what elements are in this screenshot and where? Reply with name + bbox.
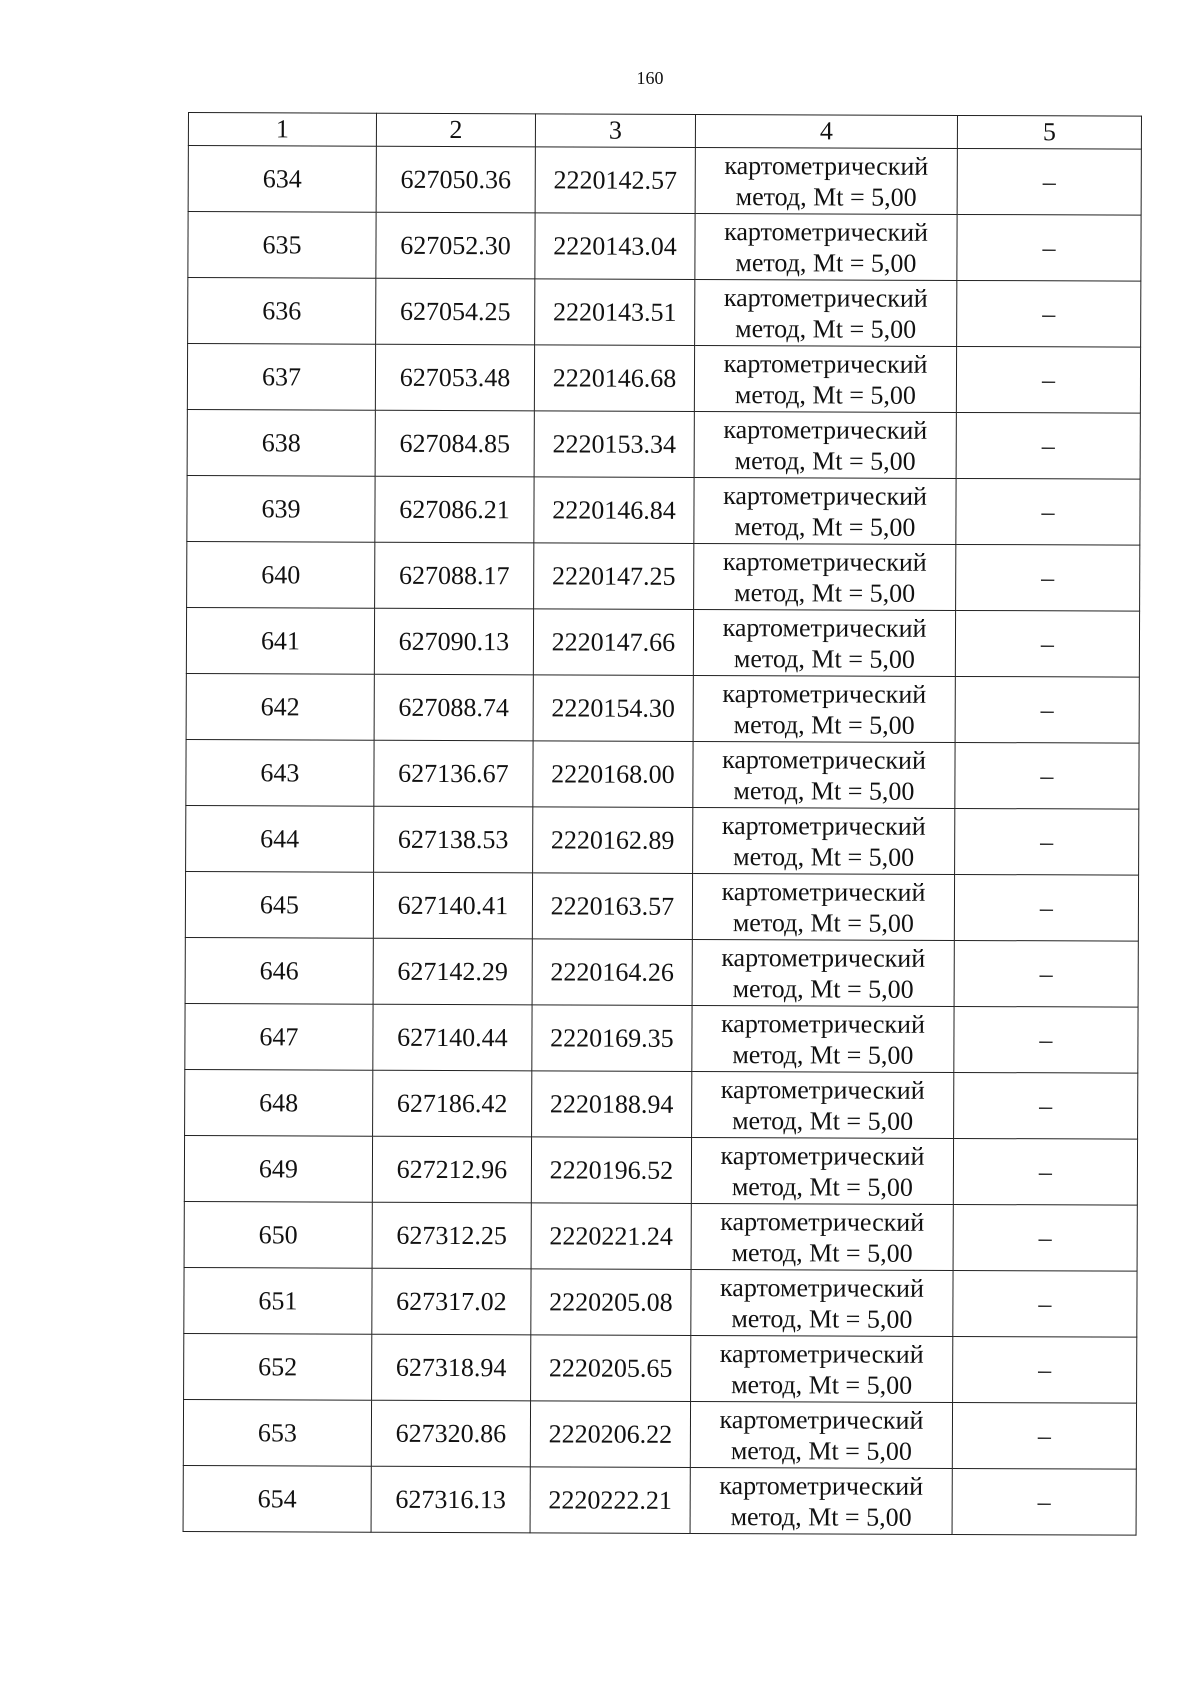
point-number-cell: 650: [184, 1201, 372, 1268]
y-coordinate-cell: 2220168.00: [533, 741, 693, 808]
method-cell: картометрический метод, Mt = 5,00: [694, 411, 956, 478]
note-cell: –: [957, 214, 1141, 281]
table-row: [187, 344, 1140, 414]
column-header-2: 2: [376, 113, 535, 147]
note-cell: –: [952, 1402, 1136, 1469]
x-coordinate-cell: 627212.96: [372, 1136, 531, 1203]
method-cell: картометрический метод, Mt = 5,00: [694, 345, 956, 412]
table-row: [183, 1465, 1136, 1535]
y-coordinate-cell: 2220196.52: [531, 1137, 691, 1204]
note-cell: –: [953, 1204, 1137, 1271]
note-cell: –: [954, 874, 1138, 941]
point-number-cell: 635: [188, 212, 376, 279]
method-cell: картометрический метод, Mt = 5,00: [691, 1269, 953, 1336]
note-cell: –: [954, 940, 1138, 1007]
point-number-cell: 646: [185, 937, 373, 1004]
table-row: [186, 805, 1139, 875]
x-coordinate-cell: 627316.13: [371, 1466, 530, 1533]
note-cell: –: [954, 1072, 1138, 1139]
note-cell: –: [954, 1006, 1138, 1073]
x-coordinate-cell: 627318.94: [372, 1334, 531, 1401]
method-cell: картометрический метод, Mt = 5,00: [691, 1137, 953, 1204]
point-number-cell: 636: [188, 278, 376, 345]
table-row: [188, 278, 1141, 348]
method-cell: картометрический метод, Mt = 5,00: [690, 1467, 952, 1534]
x-coordinate-cell: 627140.44: [373, 1004, 532, 1071]
table-row: [186, 607, 1139, 677]
x-coordinate-cell: 627312.25: [372, 1202, 531, 1269]
point-number-cell: 652: [184, 1333, 372, 1400]
y-coordinate-cell: 2220146.68: [534, 345, 694, 412]
method-cell: картометрический метод, Mt = 5,00: [694, 477, 956, 544]
table-row: [184, 1267, 1137, 1337]
table-row: [187, 541, 1140, 611]
note-cell: –: [955, 742, 1139, 809]
point-number-cell: 644: [186, 805, 374, 872]
method-cell: картометрический метод, Mt = 5,00: [692, 939, 954, 1006]
y-coordinate-cell: 2220154.30: [533, 675, 693, 742]
y-coordinate-cell: 2220206.22: [530, 1401, 690, 1468]
note-cell: –: [953, 1138, 1137, 1205]
point-number-cell: 651: [184, 1267, 372, 1334]
method-cell: картометрический метод, Mt = 5,00: [695, 147, 957, 214]
table-row: [186, 673, 1139, 743]
table-row: [184, 1201, 1137, 1271]
point-number-cell: 642: [186, 673, 374, 740]
y-coordinate-cell: 2220205.65: [531, 1335, 691, 1402]
point-number-cell: 647: [185, 1003, 373, 1070]
point-number-cell: 640: [187, 541, 375, 608]
y-coordinate-cell: 2220143.04: [535, 213, 695, 280]
x-coordinate-cell: 627186.42: [373, 1070, 532, 1137]
note-cell: –: [953, 1270, 1137, 1337]
column-header-3: 3: [535, 114, 695, 148]
point-number-cell: 639: [187, 475, 375, 542]
table-row: [185, 937, 1138, 1007]
point-number-cell: 638: [187, 409, 375, 476]
method-cell: картометрический метод, Mt = 5,00: [693, 609, 955, 676]
column-header-4: 4: [695, 114, 957, 148]
x-coordinate-cell: 627142.29: [373, 938, 532, 1005]
note-cell: –: [956, 346, 1140, 413]
x-coordinate-cell: 627317.02: [372, 1268, 531, 1335]
table-row: [186, 739, 1139, 809]
y-coordinate-cell: 2220146.84: [534, 477, 694, 544]
note-cell: –: [957, 280, 1141, 347]
point-number-cell: 641: [186, 607, 374, 674]
table-row: [187, 409, 1140, 479]
point-number-cell: 654: [183, 1465, 371, 1532]
method-cell: картометрический метод, Mt = 5,00: [693, 675, 955, 742]
y-coordinate-cell: 2220162.89: [533, 807, 693, 874]
point-number-cell: 653: [183, 1399, 371, 1466]
x-coordinate-cell: 627050.36: [376, 146, 535, 213]
point-number-cell: 649: [184, 1135, 372, 1202]
x-coordinate-cell: 627086.21: [375, 476, 534, 543]
x-coordinate-cell: 627088.17: [375, 542, 534, 609]
y-coordinate-cell: 2220169.35: [532, 1005, 692, 1072]
table-body: [183, 146, 1141, 1536]
method-cell: картометрический метод, Mt = 5,00: [692, 873, 954, 940]
point-number-cell: 634: [188, 146, 376, 213]
method-cell: картометрический метод, Mt = 5,00: [690, 1401, 952, 1468]
y-coordinate-cell: 2220188.94: [532, 1071, 692, 1138]
y-coordinate-cell: 2220163.57: [532, 873, 692, 940]
note-cell: –: [956, 412, 1140, 479]
method-cell: картометрический метод, Mt = 5,00: [693, 807, 955, 874]
method-cell: картометрический метод, Mt = 5,00: [692, 1005, 954, 1072]
page-number: 160: [636, 68, 664, 88]
table-row: [188, 146, 1141, 216]
x-coordinate-cell: 627138.53: [374, 806, 533, 873]
point-number-cell: 648: [185, 1069, 373, 1136]
coordinates-table: [183, 112, 1142, 1536]
table-row: [185, 1003, 1138, 1073]
x-coordinate-cell: 627320.86: [371, 1400, 530, 1467]
table-row: [188, 212, 1141, 282]
method-cell: картометрический метод, Mt = 5,00: [691, 1203, 953, 1270]
x-coordinate-cell: 627136.67: [374, 740, 533, 807]
note-cell: –: [955, 808, 1139, 875]
method-cell: картометрический метод, Mt = 5,00: [694, 543, 956, 610]
y-coordinate-cell: 2220164.26: [532, 939, 692, 1006]
method-cell: картометрический метод, Mt = 5,00: [692, 1071, 954, 1138]
note-cell: –: [957, 148, 1141, 215]
x-coordinate-cell: 627053.48: [375, 344, 534, 411]
y-coordinate-cell: 2220205.08: [531, 1269, 691, 1336]
x-coordinate-cell: 627054.25: [376, 278, 535, 345]
x-coordinate-cell: 627140.41: [373, 872, 532, 939]
y-coordinate-cell: 2220147.66: [533, 609, 693, 676]
point-number-cell: 643: [186, 739, 374, 806]
table-row: [187, 475, 1140, 545]
method-cell: картометрический метод, Mt = 5,00: [695, 279, 957, 346]
x-coordinate-cell: 627090.13: [374, 608, 533, 675]
table-row: [185, 871, 1138, 941]
y-coordinate-cell: 2220147.25: [534, 543, 694, 610]
point-number-cell: 637: [187, 344, 375, 411]
note-cell: –: [955, 610, 1139, 677]
table-row: [185, 1069, 1138, 1139]
note-cell: –: [955, 676, 1139, 743]
point-number-cell: 645: [185, 871, 373, 938]
x-coordinate-cell: 627084.85: [375, 410, 534, 477]
table-row: [184, 1333, 1137, 1403]
column-header-1: 1: [188, 113, 376, 147]
note-cell: –: [956, 544, 1140, 611]
y-coordinate-cell: 2220221.24: [531, 1203, 691, 1270]
note-cell: –: [952, 1468, 1136, 1535]
y-coordinate-cell: 2220153.34: [534, 411, 694, 478]
method-cell: картометрический метод, Mt = 5,00: [695, 213, 957, 280]
y-coordinate-cell: 2220143.51: [535, 279, 695, 346]
note-cell: –: [953, 1336, 1137, 1403]
x-coordinate-cell: 627088.74: [374, 674, 533, 741]
y-coordinate-cell: 2220142.57: [535, 147, 695, 214]
note-cell: –: [956, 478, 1140, 545]
table-row: [183, 1399, 1136, 1469]
method-cell: картометрический метод, Mt = 5,00: [691, 1335, 953, 1402]
table-row: [184, 1135, 1137, 1205]
column-header-5: 5: [957, 115, 1141, 149]
table-header-row: [188, 113, 1141, 150]
y-coordinate-cell: 2220222.21: [530, 1467, 690, 1534]
method-cell: картометрический метод, Mt = 5,00: [693, 741, 955, 808]
x-coordinate-cell: 627052.30: [376, 212, 535, 279]
